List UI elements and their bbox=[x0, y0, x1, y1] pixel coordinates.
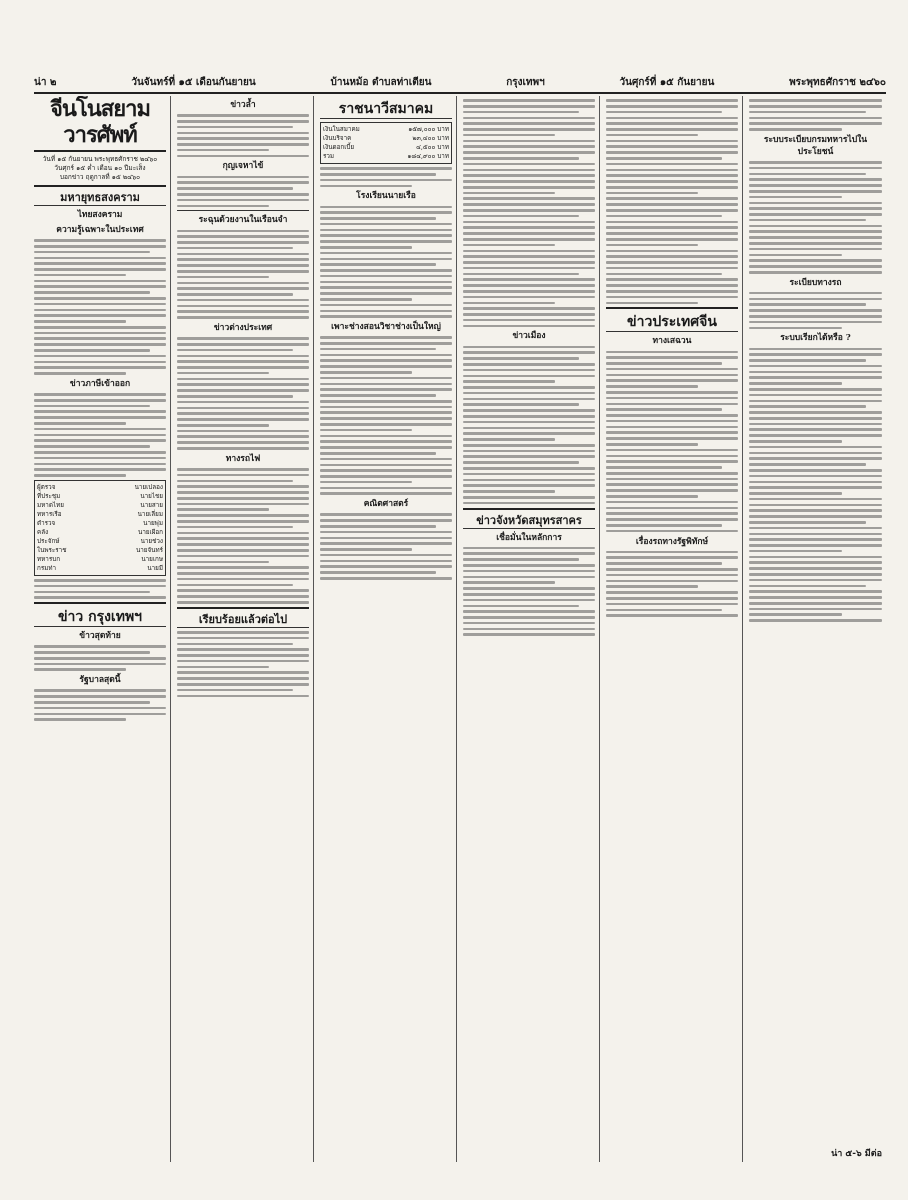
column-3 bbox=[320, 96, 457, 1162]
section-royal-navy: ราชนาวีสมาคม bbox=[320, 100, 452, 119]
table-row: ผู้ตรวจ นายเปลอง bbox=[37, 483, 163, 491]
war-subtitle-2: ความรู้เฉพาะในประเทศ bbox=[56, 225, 144, 235]
col4-subheading-2: เชื่อมั่นในหลักการ bbox=[496, 532, 562, 543]
table-row: รวม ๑๘๔,๙๐๐ บาท bbox=[323, 153, 449, 160]
city-subtitle-2: รัฐบาลสุดนี้ bbox=[79, 675, 121, 686]
masthead-meta-2: วันศุกร์ ๑๕ ค่ำ เดือน ๑๐ ปีมะเส็ง bbox=[54, 164, 146, 172]
columns bbox=[34, 96, 886, 1162]
table-row: ที่ประชุม นายไชย bbox=[37, 492, 163, 500]
running-date-right: วันศุกร์ที่ ๑๕ กันยายน bbox=[619, 76, 715, 88]
table-row: เงินบริจาค ๒๓,๔๐๐ บาท bbox=[323, 135, 449, 142]
city: กรุงเทพฯ bbox=[506, 76, 545, 88]
col6-subheading-3: ระบบเรียกได้หรือ ? bbox=[780, 333, 851, 344]
column-6 bbox=[749, 96, 886, 1162]
section-samut-sakhon: ข่าวจังหวัดสมุทรสาคร bbox=[463, 514, 595, 529]
col2-heading: ข่าวล้ำ bbox=[230, 100, 256, 110]
table-row: ในพระราช นายจันทร์ bbox=[37, 546, 163, 554]
col2-subheading-2: ระฉุนด้วยงานในเรือนจำ bbox=[198, 215, 288, 226]
table-row: เงินดอกเบี้ย ๔,๕๐๐ บาท bbox=[323, 144, 449, 151]
china-subtitle: ทางเสฉวน bbox=[652, 336, 692, 347]
running-head bbox=[34, 72, 886, 94]
table-row: เงินในสมาคม ๑๕๗,๐๐๐ บาท bbox=[323, 126, 449, 133]
masthead-title: จีนโนสยามวารศัพท์ bbox=[34, 96, 166, 152]
col4-subheading: ข่าวเมือง bbox=[512, 331, 546, 342]
table-row: ทหารเรือ นายเลี่ยม bbox=[37, 510, 163, 518]
table-row: ทหารบก นายเกษ bbox=[37, 555, 163, 563]
war-subtitle: ไทยสงคราม bbox=[77, 210, 123, 220]
masthead-meta-1: วันที่ ๑๕ กันยายน พระพุทธศักราช ๒๔๖๐ bbox=[42, 155, 158, 163]
column-2 bbox=[177, 96, 314, 1162]
col2-subheading-4: ทางรถไฟ bbox=[225, 453, 261, 464]
col5-subheading: เรื่องรถทางรัฐพิทักษ์ bbox=[635, 536, 709, 547]
section-war: มหายุทธสงคราม bbox=[34, 191, 166, 206]
section-china-news: ข่าวประเทศจีน bbox=[606, 313, 738, 332]
section-city-news: ข่าว กรุงเทพฯ bbox=[34, 608, 166, 627]
col6-subheading-2: ระเบียบทางรถ bbox=[789, 277, 842, 288]
table-row: ตำรวจ นายพุ่ม bbox=[37, 519, 163, 527]
article-text-block bbox=[34, 393, 166, 477]
col6-subheading: ระบบระเบียบกรมทหารไปในประโยชน์ bbox=[763, 134, 868, 157]
publisher-address: บ้านหม้อ ตำบลท่าเตียน bbox=[330, 76, 432, 88]
royal-table bbox=[320, 122, 452, 164]
table-row: คลัง นายเผือก bbox=[37, 528, 163, 536]
col2-subheading-5: เรียบร้อยแล้วต่อไป bbox=[177, 613, 309, 628]
officials-table bbox=[34, 480, 166, 576]
table-row: มหาดไทย นายสาย bbox=[37, 501, 163, 509]
running-year: พระพุทธศักราช ๒๔๖๐ bbox=[789, 76, 886, 88]
newspaper-page bbox=[34, 72, 886, 1162]
col3-subheading-2: เพาะช่างสอนวิชาช่างเป็นใหญ่ bbox=[331, 322, 441, 333]
col3-subheading-3: คณิตศาสตร์ bbox=[363, 499, 409, 510]
column-1 bbox=[34, 96, 171, 1162]
masthead-meta-3: บอกข่าว ฤดูกาลที่ ๑๕ ๒๔๖๐ bbox=[59, 173, 141, 181]
col3-subheading: โรงเรียนนายเรือ bbox=[356, 191, 416, 202]
table-row: กรมท่า นายมี bbox=[37, 564, 163, 572]
column-5 bbox=[606, 96, 743, 1162]
table-row: ประจักษ์ นายช่วง bbox=[37, 537, 163, 545]
article-text-block bbox=[34, 239, 166, 375]
tax-heading: ข่าวภาษีเข้าออก bbox=[69, 378, 131, 389]
page-number: น่า ๒ bbox=[34, 76, 57, 88]
col2-subheading: กุญเจหาไข้ bbox=[222, 161, 264, 172]
city-subtitle: ข้าวสุดท้าย bbox=[79, 631, 121, 642]
continued-note: น่า ๕-๖ มีต่อ bbox=[831, 1149, 882, 1159]
running-date-left: วันจันทร์ที่ ๑๕ เดือนกันยายน bbox=[131, 76, 256, 88]
col2-subheading-3: ข่าวต่างประเทศ bbox=[213, 323, 273, 333]
column-4 bbox=[463, 96, 600, 1162]
